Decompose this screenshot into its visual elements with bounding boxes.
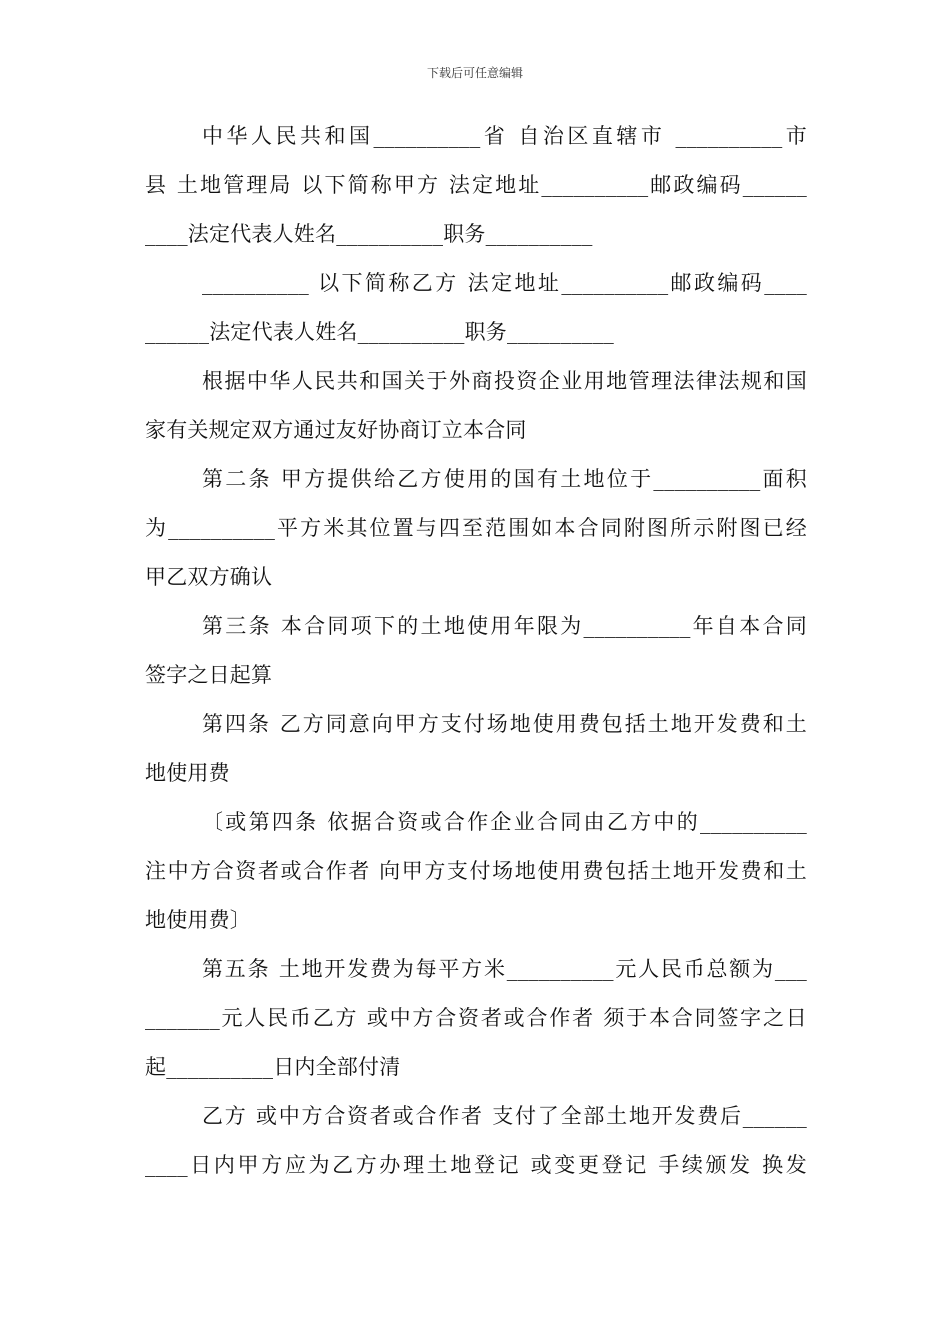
text-line: 第三条 本合同项下的土地使用年限为__________年自本合同 bbox=[202, 614, 807, 638]
text-line: 注中方合资者或合作者 向甲方支付场地使用费包括土地开发费和土 bbox=[145, 859, 807, 883]
text-line: 根据中华人民共和国关于外商投资企业用地管理法律法规和国 bbox=[202, 369, 807, 393]
text-line: 签字之日起算 bbox=[145, 663, 273, 687]
text-line: 甲乙双方确认 bbox=[145, 565, 273, 589]
text-line: 中华人民共和国__________省 自治区直辖市 __________市 bbox=[202, 124, 807, 148]
text-line: 第二条 甲方提供给乙方使用的国有土地位于__________面积 bbox=[202, 467, 807, 491]
text-line: __________ 以下简称乙方 法定地址__________邮政编码____ bbox=[202, 271, 807, 295]
text-line: 第四条 乙方同意向甲方支付场地使用费包括土地开发费和土 bbox=[202, 712, 807, 736]
text-line: 为__________平方米其位置与四至范围如本合同附图所示附图已经 bbox=[145, 516, 807, 540]
document-body bbox=[145, 112, 807, 1190]
text-line: 地使用费 bbox=[145, 761, 230, 785]
text-line: 县 土地管理局 以下简称甲方 法定地址__________邮政编码______ bbox=[145, 173, 807, 197]
page-header: 下载后可任意编辑 bbox=[426, 66, 523, 80]
text-line: ____日内甲方应为乙方办理土地登记 或变更登记 手续颁发 换发 bbox=[145, 1153, 807, 1177]
text-line: 〔或第四条 依据合资或合作企业合同由乙方中的__________ bbox=[202, 810, 807, 834]
text-line: 乙方 或中方合资者或合作者 支付了全部土地开发费后______ bbox=[202, 1104, 807, 1128]
text-line: 地使用费〕 bbox=[145, 908, 251, 932]
text-line: 第五条 土地开发费为每平方米__________元人民币总额为___ bbox=[202, 957, 807, 981]
text-line: ____法定代表人姓名__________职务__________ bbox=[145, 222, 593, 246]
text-line: _______元人民币乙方 或中方合资者或合作者 须于本合同签字之日 bbox=[145, 1006, 807, 1030]
text-line: 家有关规定双方通过友好协商订立本合同 bbox=[145, 418, 527, 442]
text-line: 起__________日内全部付清 bbox=[145, 1055, 401, 1079]
text-line: ______法定代表人姓名__________职务__________ bbox=[145, 320, 614, 344]
